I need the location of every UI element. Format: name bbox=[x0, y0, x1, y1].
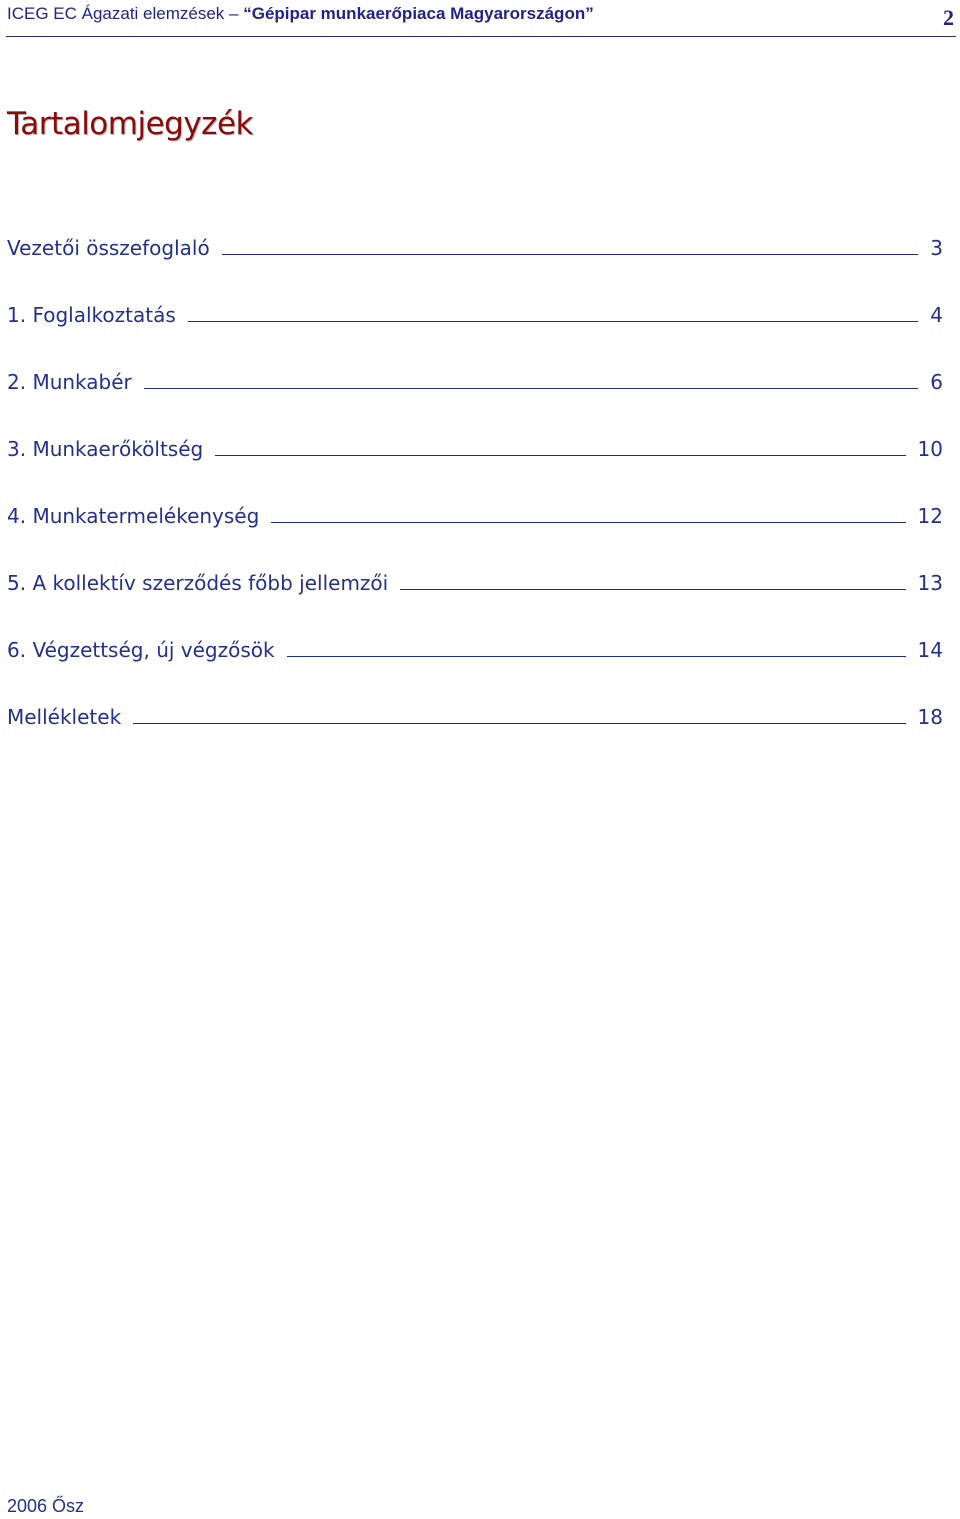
toc-leader-line bbox=[400, 589, 905, 590]
toc-entry-page: 14 bbox=[917, 638, 943, 662]
toc-leader-line bbox=[215, 455, 905, 456]
toc-entry-kollektiv-szerzodes[interactable] bbox=[7, 565, 943, 595]
toc-leader-line bbox=[222, 254, 919, 255]
toc-leader-line bbox=[144, 388, 919, 389]
toc-entry-label: 1. Foglalkoztatás bbox=[7, 303, 176, 327]
toc-entry-label: 4. Munkatermelékenység bbox=[7, 504, 260, 528]
toc-entry-page: 12 bbox=[917, 504, 943, 528]
page-footer: 2006 Ősz bbox=[7, 1496, 85, 1516]
toc-entry-label: 5. A kollektív szerződés főbb jellemzői bbox=[7, 571, 389, 595]
toc-entry-label: 2. Munkabér bbox=[7, 370, 132, 394]
header-prefix: ICEG EC Ágazati elemzések – bbox=[7, 4, 244, 23]
page-number: 2 bbox=[943, 5, 954, 30]
header-title: “Gépipar munkaerőpiaca Magyarországon” bbox=[243, 4, 594, 23]
toc-entry-vegzettseg[interactable] bbox=[7, 632, 943, 662]
toc-entry-munkaerokoltseg[interactable] bbox=[7, 431, 943, 461]
toc-entry-mellekletek[interactable] bbox=[7, 699, 943, 729]
toc-entry-munkatermelekenyseg[interactable] bbox=[7, 498, 943, 528]
toc-entry-foglalkoztatas[interactable] bbox=[7, 297, 943, 327]
header-text bbox=[7, 4, 594, 24]
toc-entry-label: 6. Végzettség, új végzősök bbox=[7, 638, 275, 662]
toc-entry-label: 3. Munkaerőköltség bbox=[7, 437, 204, 461]
toc-entry-label: Mellékletek bbox=[7, 705, 122, 729]
toc-entry-munkaber[interactable] bbox=[7, 364, 943, 394]
toc-entry-page: 4 bbox=[930, 303, 943, 327]
toc-entry-vezetoi-osszefoglalo[interactable] bbox=[7, 230, 943, 260]
toc-leader-line bbox=[287, 656, 906, 657]
toc-leader-line bbox=[188, 321, 919, 322]
toc-leader-line bbox=[271, 522, 905, 523]
toc-entry-label: Vezetői összefoglaló bbox=[7, 236, 210, 260]
toc-entry-page: 3 bbox=[930, 236, 943, 260]
running-header bbox=[6, 0, 956, 37]
toc-entry-page: 13 bbox=[917, 571, 943, 595]
toc-entry-page: 10 bbox=[917, 437, 943, 461]
toc-entry-page: 18 bbox=[917, 705, 943, 729]
toc-leader-line bbox=[133, 723, 905, 724]
toc-heading: Tartalomjegyzék bbox=[7, 106, 253, 142]
toc-entry-page: 6 bbox=[930, 370, 943, 394]
